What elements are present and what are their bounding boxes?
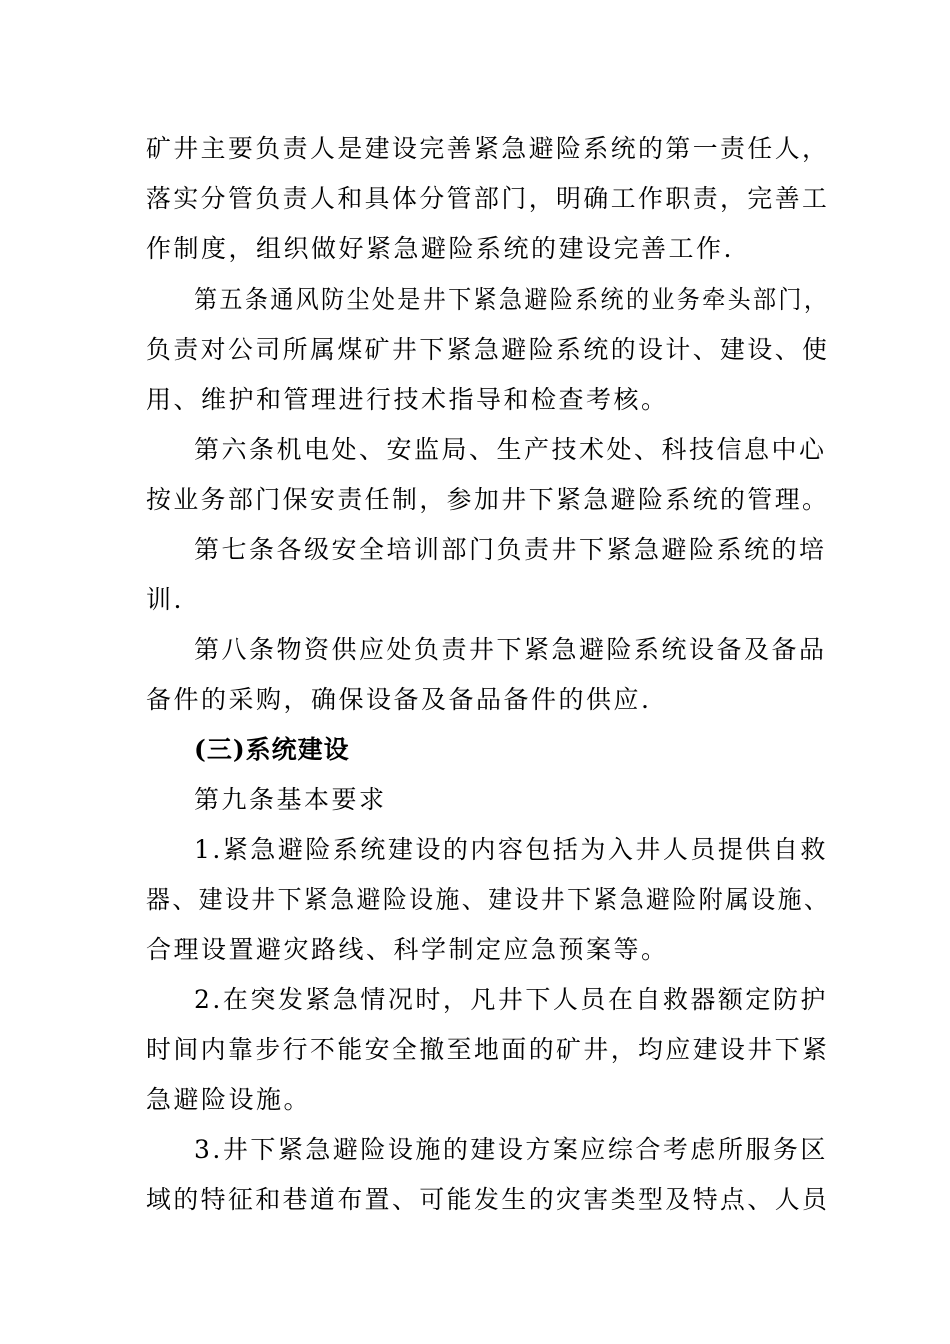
text-line-20: 急避险设施。 [146,1085,312,1114]
text-line-14: 第九条基本要求 [194,785,387,814]
text-line-12: 备件的采购，确保设备及备品备件的供应. [146,685,652,714]
text-line-6: 用、维护和管理进行技术指导和检查考核。 [146,385,669,414]
text-line-10: 训. [146,585,184,614]
text-line-11: 第八条物资供应处负责井下紧急避险系统设备及备品 [194,635,827,664]
text-line-8: 按业务部门保安责任制，参加井下紧急避险系统的管理。 [146,485,830,514]
section-heading: (三)系统建设 [194,735,350,764]
text-line-1: 矿井主要负责人是建设完善紧急避险系统的第一责任人， [146,134,830,163]
text-line-21: 3.井下紧急避险设施的建设方案应综合考虑所服务区 [194,1135,828,1164]
text-line-17: 合理设置避灾路线、科学制定应急预案等。 [146,935,669,964]
text-line-19: 时间内靠步行不能安全撤至地面的矿井，均应建设井下紧 [146,1035,830,1064]
text-line-15: 1.紧急避险系统建设的内容包括为入井人员提供自救 [194,835,828,864]
text-line-16: 器、建设井下紧急避险设施、建设井下紧急避险附属设施、 [146,885,831,914]
text-line-4: 第五条通风防尘处是井下紧急避险系统的业务牵头部门， [194,285,830,314]
text-line-7: 第六条机电处、安监局、生产技术处、科技信息中心 [194,435,827,464]
text-line-18: 2.在突发紧急情况时，凡井下人员在自救器额定防护 [194,985,828,1014]
text-line-22: 域的特征和巷道布置、可能发生的灾害类型及特点、人员 [146,1185,830,1214]
text-line-3: 作制度，组织做好紧急避险系统的建设完善工作. [146,234,734,263]
text-line-9: 第七条各级安全培训部门负责井下紧急避险系统的培 [194,535,827,564]
text-line-2: 落实分管负责人和具体分管部门，明确工作职责，完善工 [146,184,830,213]
text-line-5: 负责对公司所属煤矿井下紧急避险系统的设计、建设、使 [146,335,830,364]
